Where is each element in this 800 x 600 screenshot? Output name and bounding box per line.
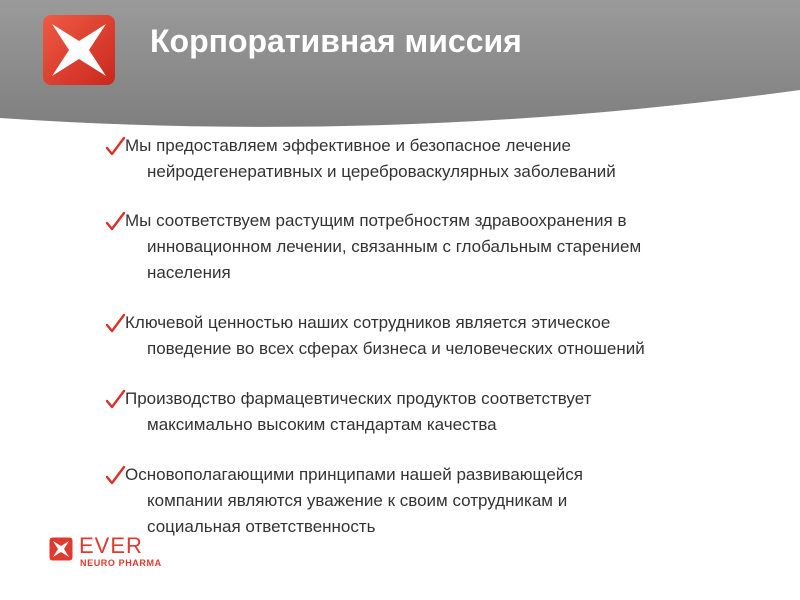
- bullet-text: нейродегенеративных и цереброваскулярных заболеваний: [147, 162, 616, 181]
- bullet-item-1: [104, 133, 754, 185]
- bullet-text: Ключевой ценностью наших сотрудников является этическое: [125, 313, 611, 332]
- check-icon: [104, 464, 126, 486]
- footer-logo: [49, 534, 169, 574]
- page-title: Корпоративная миссия: [150, 23, 522, 59]
- bullet-text: Основополагающими принципами нашей развивающейся: [125, 465, 583, 484]
- bullet-text: социальная ответственность: [147, 517, 376, 536]
- check-icon: [104, 210, 126, 232]
- footer-brand-sub: NEURO PHARMA: [80, 558, 162, 568]
- bullet-text: поведение во всех сферах бизнеса и человеческих отношений: [147, 339, 645, 358]
- bullet-item-5: [104, 462, 754, 540]
- bullet-text: инновационном лечении, связанным с глобальным старением: [147, 237, 642, 256]
- bullet-text: Мы соответствуем растущим потребностям здравоохранения в: [125, 211, 627, 230]
- bullet-item-3: [104, 310, 754, 362]
- bullet-text: максимально высоким стандартам качества: [147, 415, 497, 434]
- check-icon: [104, 312, 126, 334]
- ever-star-logo-icon: [49, 537, 73, 561]
- bullet-item-4: [104, 386, 754, 438]
- check-icon: [104, 388, 126, 410]
- check-icon: [104, 135, 126, 157]
- bullet-text: населения: [147, 263, 231, 282]
- bullet-item-2: [104, 208, 754, 286]
- bullet-text: Производство фармацевтических продуктов соответствует: [125, 389, 592, 408]
- footer-brand-name: EVER: [79, 533, 143, 558]
- bullet-text: Мы предоставляем эффективное и безопасное лечение: [125, 136, 572, 155]
- bullet-text: компании являются уважение к своим сотрудникам и: [147, 491, 568, 510]
